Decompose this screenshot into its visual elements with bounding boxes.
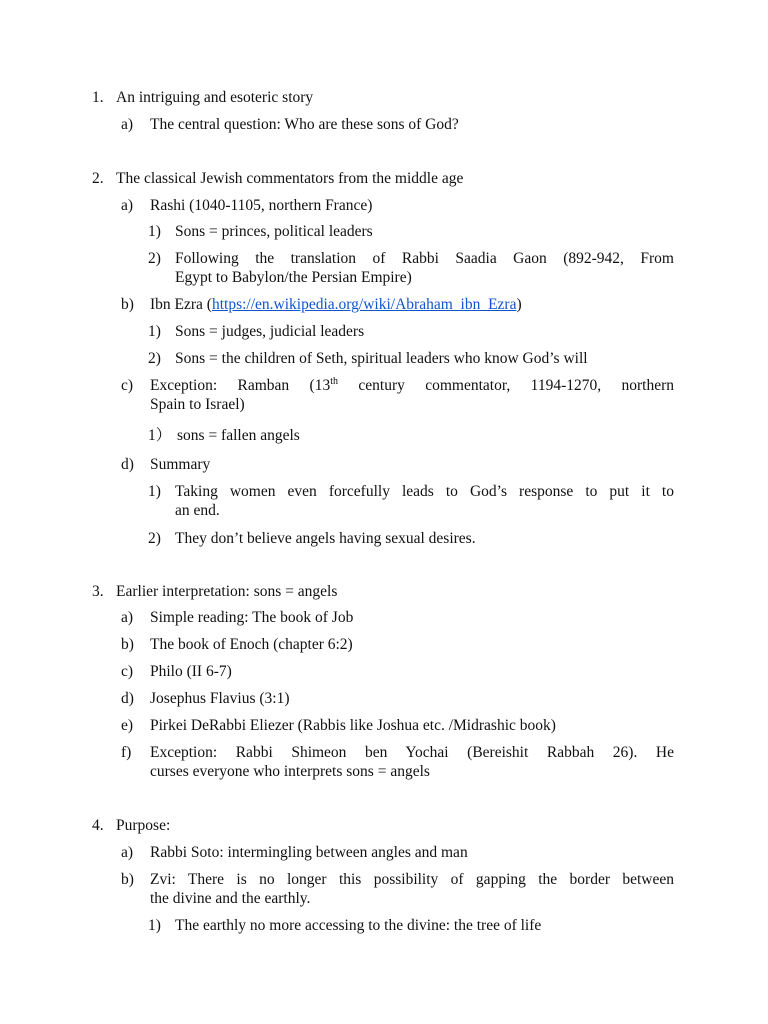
sub-text: Rabbi Soto: intermingling between angles and man xyxy=(150,844,468,861)
point-number: 1) xyxy=(148,223,161,240)
point-text: They don’t believe angels having sexual desires. xyxy=(175,530,476,547)
point-text-line: an end. xyxy=(175,502,220,519)
sub-label: a) xyxy=(121,116,134,133)
sub-text-line: the divine and the earthly. xyxy=(150,890,311,907)
point-number: 1) xyxy=(148,323,161,340)
item-number: 2. xyxy=(92,170,104,187)
point-number: 2) xyxy=(148,350,161,367)
sub-label: d) xyxy=(121,690,134,707)
sub-label: e) xyxy=(121,717,134,734)
item-heading: Purpose: xyxy=(116,817,171,834)
point-text: sons = fallen angels xyxy=(177,427,300,444)
sub-text-prefix: Ibn Ezra ( xyxy=(150,296,212,313)
point-number: 1） xyxy=(148,427,172,444)
sub-text: The central question: Who are these sons of God? xyxy=(150,116,459,133)
sub-label: a) xyxy=(121,609,134,626)
sub-text: Josephus Flavius (3:1) xyxy=(150,690,290,707)
sub-label: c) xyxy=(121,377,134,394)
sub-text: Rashi (1040-1105, northern France) xyxy=(150,197,373,214)
item-heading: The classical Jewish commentators from the middle age xyxy=(116,170,464,187)
sub-text-line: curses everyone who interprets sons = angels xyxy=(150,763,430,780)
point-text: Sons = the children of Seth, spiritual leaders who know God’s will xyxy=(175,350,588,367)
sub-label: c) xyxy=(121,663,134,680)
sub-text: Pirkei DeRabbi Eliezer (Rabbis like Joshua etc. /Midrashic book) xyxy=(150,717,556,734)
point-number: 2) xyxy=(148,250,161,267)
sub-text-line: Exception: Rabbi Shimeon ben Yochai (Bereishit Rabbah 26). He xyxy=(150,744,674,761)
point-text-line: Taking women even forcefully leads to God’s response to put it to xyxy=(175,483,674,500)
sub-label: b) xyxy=(121,296,134,313)
sub-text-suffix: ) xyxy=(516,296,522,313)
sub-text-line: Spain to Israel) xyxy=(150,396,245,413)
point-text: Sons = judges, judicial leaders xyxy=(175,323,365,340)
sub-label: d) xyxy=(121,456,134,473)
point-text-line: Egypt to Babylon/the Persian Empire) xyxy=(175,269,412,286)
sub-text-line: Zvi: There is no longer this possibility of gapping the border between xyxy=(150,871,674,888)
point-number: 1) xyxy=(148,483,161,500)
sub-label: f) xyxy=(121,744,132,761)
sub-text: The book of Enoch (chapter 6:2) xyxy=(150,636,353,653)
item-number: 1. xyxy=(92,89,104,106)
sub-label: b) xyxy=(121,871,134,888)
sub-text-line: Exception: Ramban (13th century commentator, 1194-1270, northern xyxy=(150,376,674,394)
point-text-line: Following the translation of Rabbi Saadia Gaon (892-942, From xyxy=(175,250,674,267)
ibn-ezra-wikipedia-link[interactable]: https://en.wikipedia.org/wiki/Abraham_ibn_Ezra xyxy=(211,296,517,313)
sub-label: a) xyxy=(121,197,134,214)
point-text: Sons = princes, political leaders xyxy=(175,223,373,240)
point-text: The earthly no more accessing to the divine: the tree of life xyxy=(175,917,542,934)
sub-text: Summary xyxy=(150,456,211,473)
superscript-th: th xyxy=(330,376,338,387)
sub-text: Philo (II 6-7) xyxy=(150,663,232,680)
item-heading: An intriguing and esoteric story xyxy=(116,89,314,106)
item-number: 4. xyxy=(92,817,104,834)
point-number: 2) xyxy=(148,530,161,547)
item-heading: Earlier interpretation: sons = angels xyxy=(116,583,338,600)
sub-label: a) xyxy=(121,844,134,861)
sub-text xyxy=(150,295,522,315)
sub-text: Simple reading: The book of Job xyxy=(150,609,354,626)
item-number: 3. xyxy=(92,583,104,600)
point-number: 1) xyxy=(148,917,161,934)
sub-label: b) xyxy=(121,636,134,653)
